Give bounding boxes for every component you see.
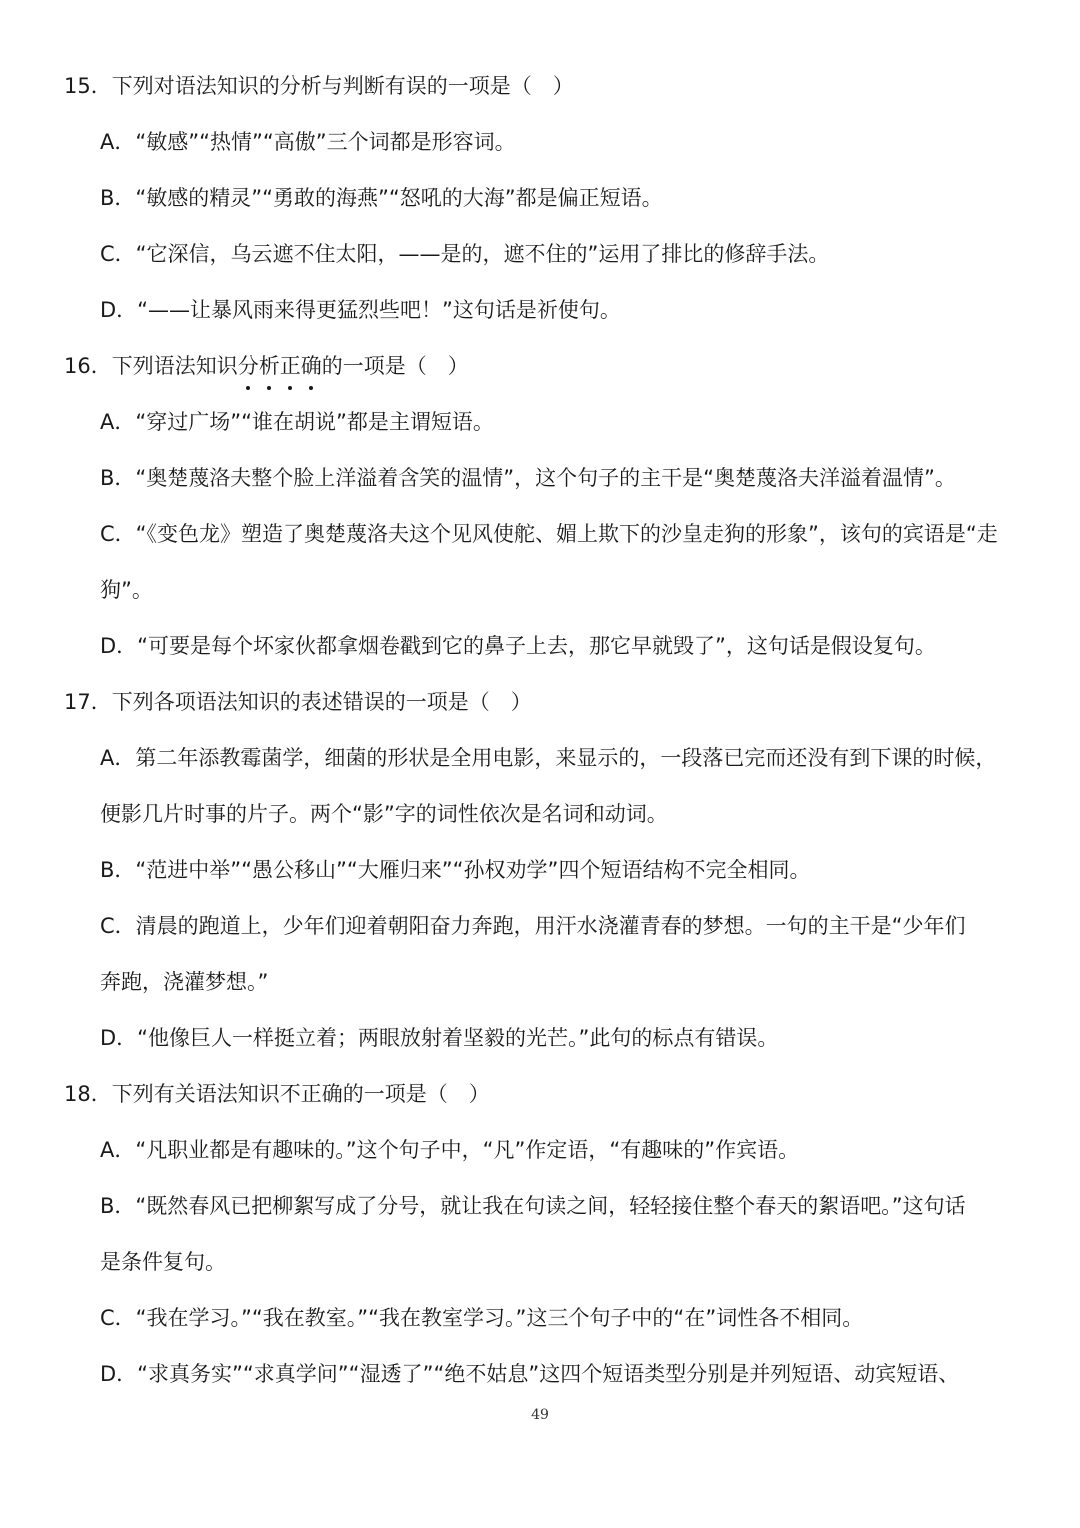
question-17-option-b: B．“范进中举”“愚公移山”“大雁归来”“孙权劝学”四个短语结构不完全相同。: [100, 858, 811, 882]
question-18-option-c: C．“我在学习。”“我在教室。”“我在教室学习。”这三个句子中的“在”词性各不相同。: [100, 1306, 864, 1330]
question-16-option-c-cont: 狗”。: [100, 578, 153, 602]
question-16-stem-prefix: 16．下列语法知识: [64, 354, 238, 378]
question-18-option-a: A．“凡职业都是有趣味的。”这个句子中，“凡”作定语，“有趣味的”作宾语。: [100, 1138, 800, 1162]
question-15-stem: 15．下列对语法知识的分析与判断有误的一项是（ ）: [64, 74, 574, 98]
question-16-option-d: D．“可要是每个坏家伙都拿烟卷戳到它的鼻子上去，那它早就毁了”，这句话是假设复句。: [100, 634, 936, 658]
question-17-option-c: C．清晨的跑道上，少年们迎着朝阳奋力奔跑，用汗水浇灌青春的梦想。一句的主干是“少年们: [100, 914, 966, 938]
question-16-option-a: A．“穿过广场”“谁在胡说”都是主谓短语。: [100, 410, 494, 434]
emphasis-dot-char: 确: [301, 351, 322, 381]
question-18-option-b: B．“既然春风已把柳絮写成了分号，就让我在句读之间，轻轻接住整个春天的絮语吧。”这句话: [100, 1194, 966, 1218]
question-17-stem: 17．下列各项语法知识的表述错误的一项是（ ）: [64, 690, 532, 714]
question-17-option-c-cont: 奔跑，浇灌梦想。”: [100, 970, 269, 994]
question-15-option-d: D．“——让暴风雨来得更猛烈些吧！”这句话是祈使句。: [100, 298, 621, 322]
question-15-option-a: A．“敏感”“热情”“高傲”三个词都是形容词。: [100, 130, 516, 154]
question-17-option-d: D．“他像巨人一样挺立着；两眼放射着坚毅的光芒。”此句的标点有错误。: [100, 1026, 779, 1050]
question-17-option-a-cont: 便影几片时事的片子。两个“影”字的词性依次是名词和动词。: [100, 802, 668, 826]
question-18-option-b-cont: 是条件复句。: [100, 1250, 226, 1274]
question-16-stem: [64, 351, 469, 381]
question-15-option-b: B．“敏感的精灵”“勇敢的海燕”“怒吼的大海”都是偏正短语。: [100, 186, 663, 210]
question-16-stem-suffix: 的一项是（ ）: [321, 354, 469, 378]
question-16-option-b: B．“奥楚蔑洛夫整个脸上洋溢着含笑的温情”，这个句子的主干是“奥楚蔑洛夫洋溢着温情”。: [100, 466, 956, 490]
question-15-option-c: C．“它深信，乌云遮不住太阳，——是的，遮不住的”运用了排比的修辞手法。: [100, 242, 830, 266]
question-17-option-a: A．第二年添教霉菌学，细菌的形状是全用电影，来显示的，一段落已完而还没有到下课的时候，: [100, 746, 997, 770]
question-18-stem: 18．下列有关语法知识不正确的一项是（ ）: [64, 1082, 490, 1106]
emphasis-dot-char: 分: [238, 351, 259, 381]
emphasis-dot-char: 正: [280, 351, 301, 381]
question-18-option-d: D．“求真务实”“求真学问”“湿透了”“绝不姑息”这四个短语类型分别是并列短语、动宾短语、: [100, 1362, 960, 1386]
emphasis-dot-char: 析: [259, 351, 280, 381]
page-number: 49: [531, 1407, 549, 1423]
question-16-option-c: C．“《变色龙》塑造了奥楚蔑洛夫这个见风使舵、媚上欺下的沙皇走狗的形象”，该句的宾语是“走: [100, 522, 998, 546]
